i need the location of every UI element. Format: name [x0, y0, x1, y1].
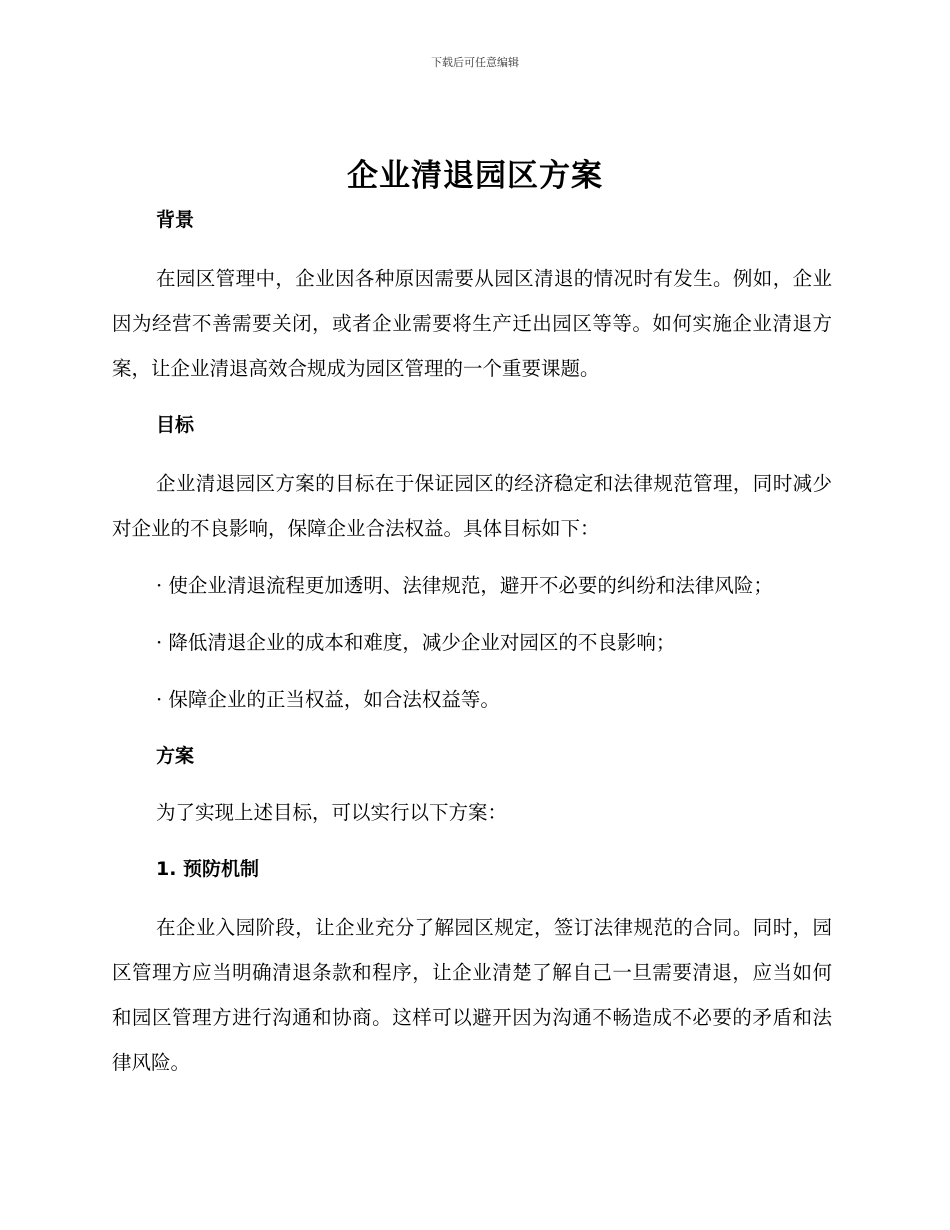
goals-bullet-item: · 保障企业的正当权益，如合法权益等。 [156, 688, 500, 711]
document-body [112, 198, 832, 1085]
plan-intro-paragraph: 为了实现上述目标，可以实行以下方案： [156, 801, 508, 824]
goals-paragraph: 企业清退园区方案的目标在于保证园区的经济稳定和法律规范管理，同时减少对企业的不良影响，保障企业合法权益。具体目标如下： [112, 472, 832, 540]
prevention-paragraph: 在企业入园阶段，让企业充分了解园区规定，签订法律规范的合同。同时，园区管理方应当明确清退条款和程序，让企业清楚了解自己一旦需要清退，应当如何和园区管理方进行沟通和协商。这样可以避开因为沟通不畅造成不必要的矛盾和法律风险。 [112, 916, 832, 1074]
background-paragraph: 在园区管理中，企业因各种原因需要从园区清退的情况时有发生。例如，企业因为经营不善需要关闭，或者企业需要将生产迁出园区等等。如何实施企业清退方案，让企业清退高效合规成为园区管理的一个重要课题。 [112, 267, 832, 380]
goals-bullet-item: · 使企业清退流程更加透明、法律规范，避开不必要的纠纷和法律风险； [156, 574, 773, 597]
page-header-note: 下载后可任意编辑 [431, 56, 519, 69]
document-title: 企业清退园区方案 [347, 158, 603, 194]
subsection-heading-prevention: 1. 预防机制 [156, 858, 260, 880]
section-heading-background: 背景 [156, 209, 195, 231]
section-heading-goals: 目标 [156, 414, 195, 436]
section-heading-plan: 方案 [156, 745, 195, 767]
goals-bullet-item: · 降低清退企业的成本和难度，减少企业对园区的不良影响； [156, 631, 676, 654]
